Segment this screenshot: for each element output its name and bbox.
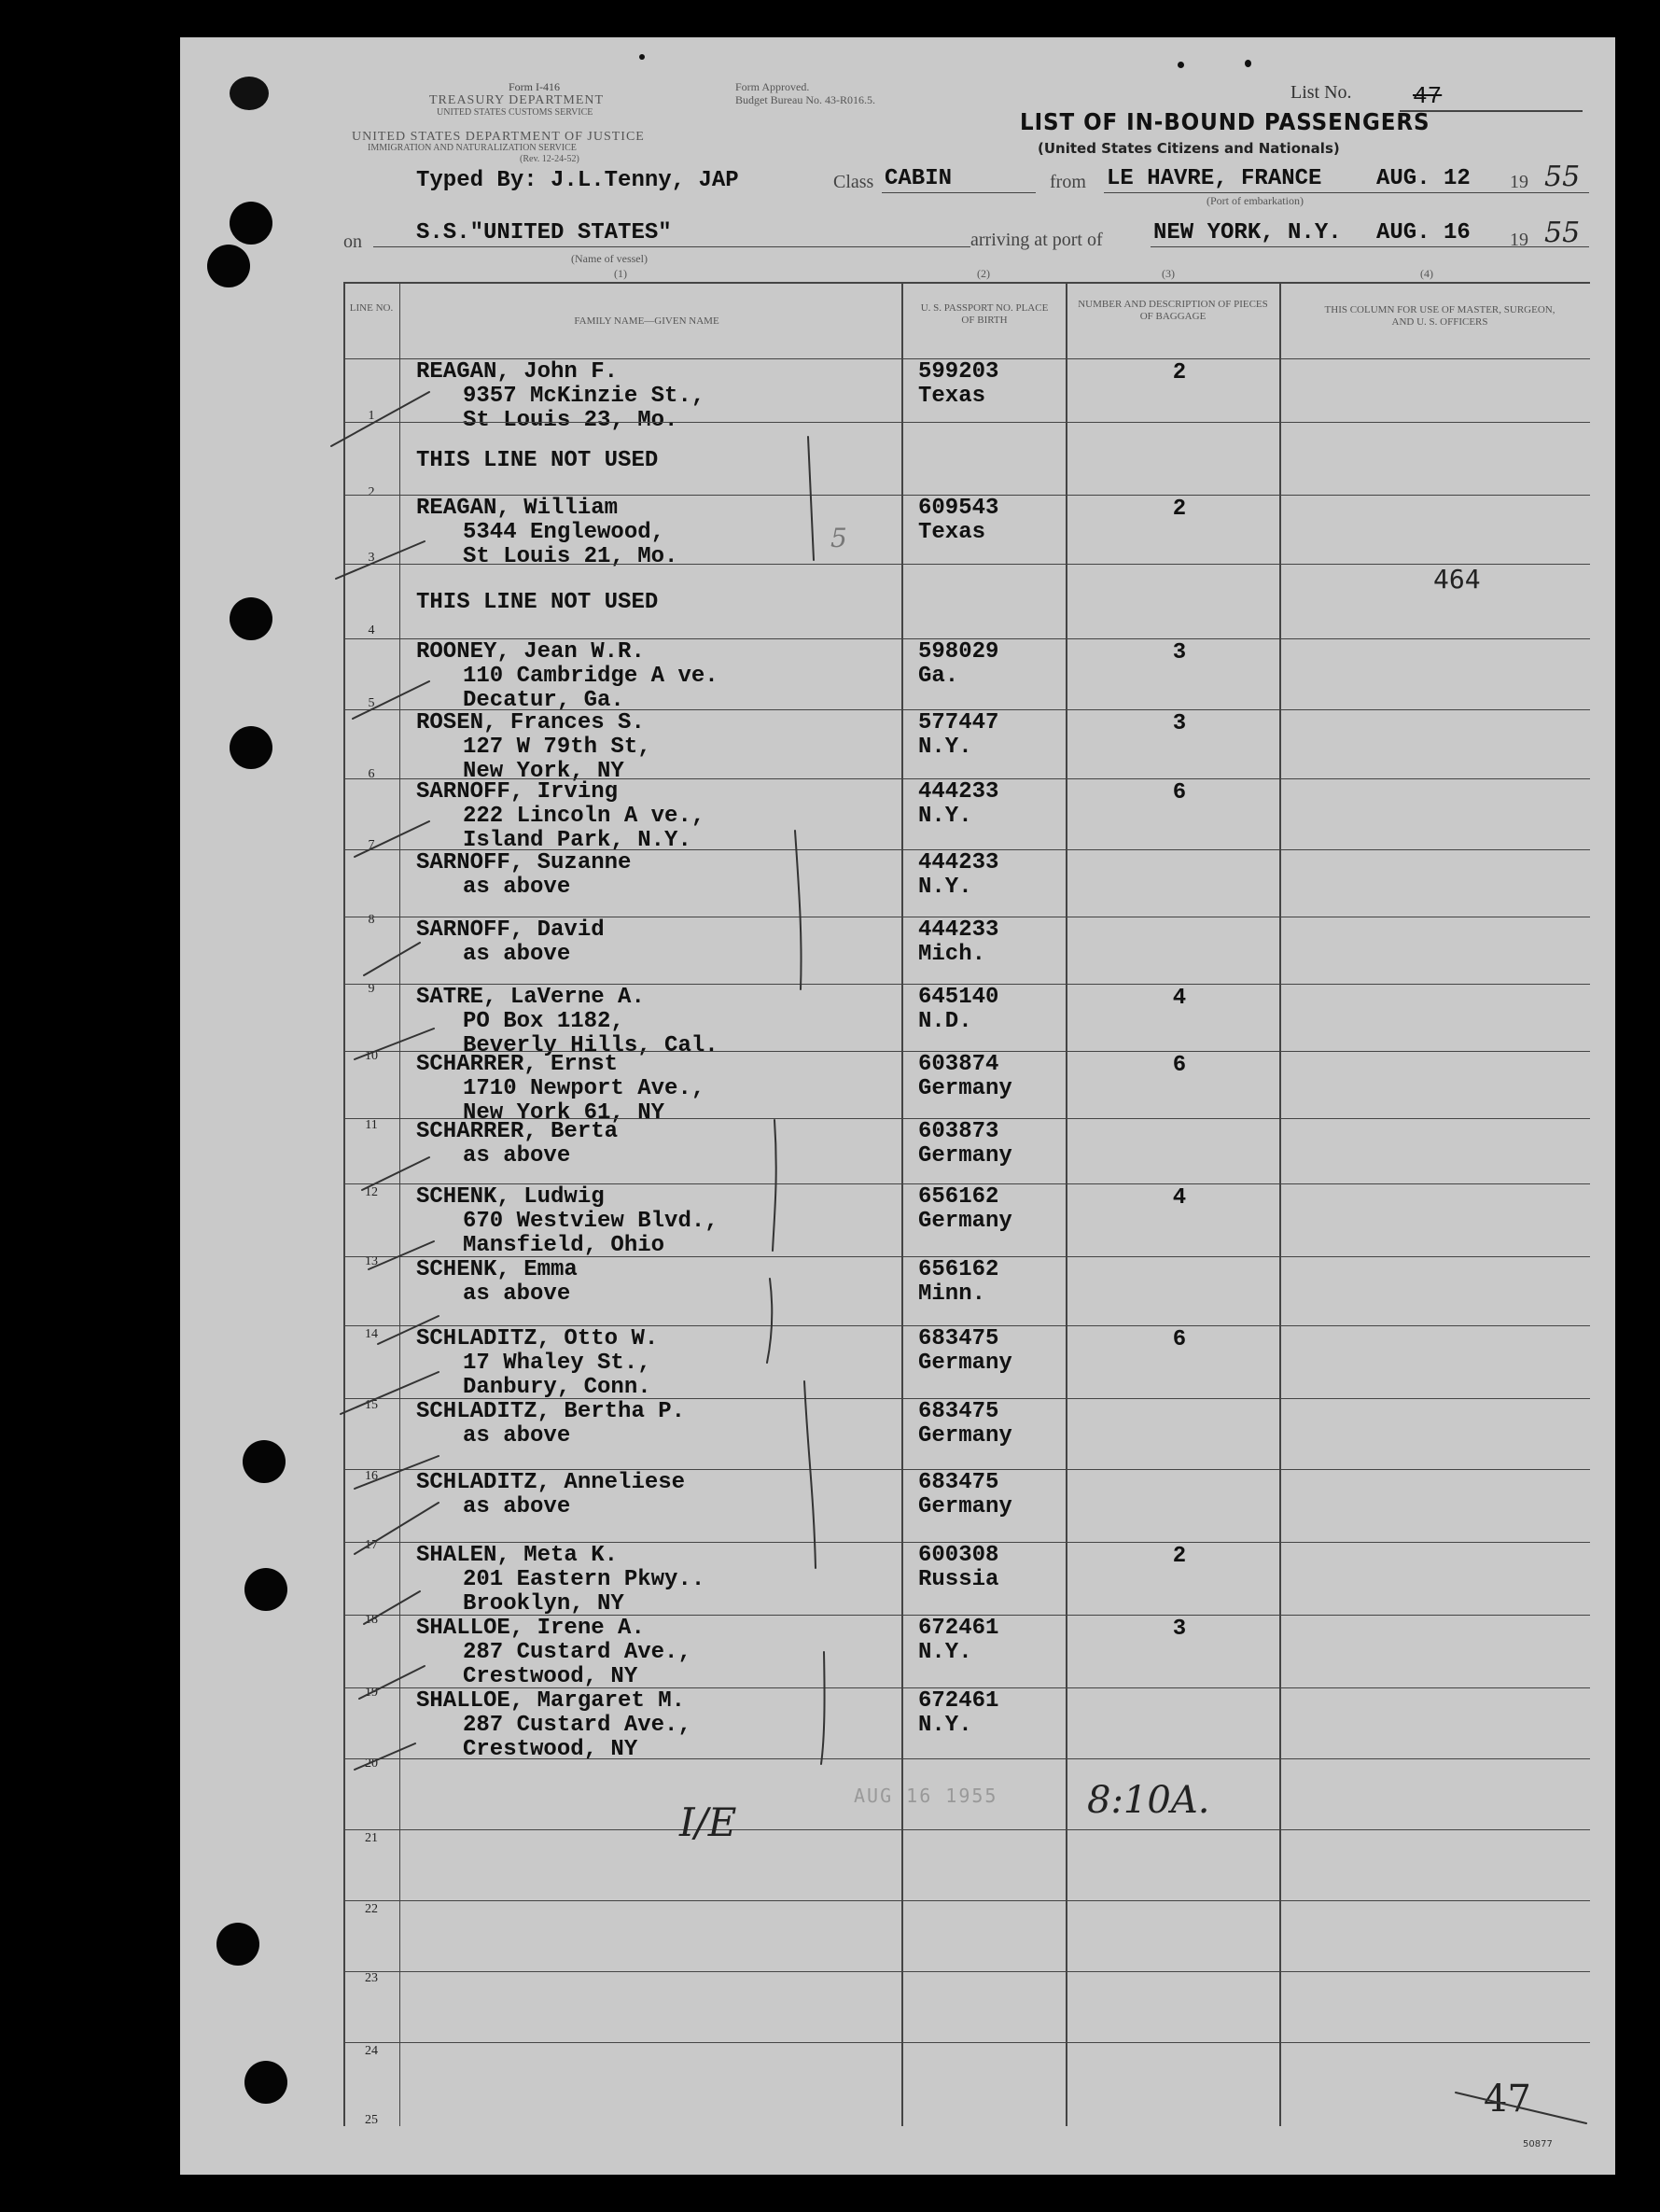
from-year: 55 xyxy=(1544,161,1581,193)
place-of-birth: N.Y. xyxy=(918,735,972,760)
passport-number: 444233 xyxy=(918,850,999,875)
baggage-count: 3 xyxy=(1172,640,1187,665)
place-of-birth: Minn. xyxy=(918,1281,986,1307)
arrival-year: 55 xyxy=(1544,217,1581,249)
passenger-address-line2: Crestwood, NY xyxy=(463,1664,638,1689)
passenger-address-line1: 1710 Newport Ave., xyxy=(463,1076,705,1101)
col-divider xyxy=(399,282,400,2126)
from-year-prefix: 19 xyxy=(1510,172,1528,192)
passport-number: 599203 xyxy=(918,359,999,385)
from-date: AUG. 12 xyxy=(1376,166,1471,191)
line-not-used: THIS LINE NOT USED xyxy=(416,448,659,473)
page-number: 47 xyxy=(1484,2078,1531,2121)
passenger-name: SCHLADITZ, Anneliese xyxy=(416,1470,686,1495)
line-number: 19 xyxy=(365,1686,378,1700)
line-number: 17 xyxy=(365,1538,378,1552)
ink-speck xyxy=(1245,60,1251,67)
line-number: 25 xyxy=(365,2113,378,2127)
col-header-passport: U. S. PASSPORT NO. PLACE OF BIRTH xyxy=(920,302,1049,326)
passenger-address-line1: as above xyxy=(463,942,571,967)
place-of-birth: Texas xyxy=(918,384,986,409)
passenger-address-line1: 222 Lincoln A ve., xyxy=(463,804,705,829)
passenger-name: SARNOFF, Irving xyxy=(416,779,619,805)
passport-number: 656162 xyxy=(918,1184,999,1210)
line-number: 4 xyxy=(368,623,375,637)
baggage-count: 4 xyxy=(1172,986,1187,1011)
passenger-name: ROONEY, Jean W.R. xyxy=(416,639,645,665)
baggage-count: 3 xyxy=(1172,1617,1187,1642)
col-header-name: FAMILY NAME—GIVEN NAME xyxy=(574,315,719,327)
col-divider xyxy=(1279,282,1281,2126)
passenger-name: SATRE, LaVerne A. xyxy=(416,985,645,1010)
place-of-birth: Germany xyxy=(918,1423,1012,1449)
line-number: 11 xyxy=(365,1118,378,1132)
line-number: 1 xyxy=(368,409,375,423)
line-number: 14 xyxy=(365,1327,378,1341)
line-number: 3 xyxy=(368,551,375,565)
class-label: Class xyxy=(833,172,874,192)
passenger-address-line1: as above xyxy=(463,875,571,900)
passenger-name: SCHENK, Emma xyxy=(416,1257,578,1282)
passport-number: 609543 xyxy=(918,496,999,521)
place-of-birth: Texas xyxy=(918,520,986,545)
passenger-address-line2: St Louis 23, Mo. xyxy=(463,408,678,433)
punch-hole xyxy=(216,1923,259,1966)
passenger-name: REAGAN, John F. xyxy=(416,359,619,385)
passport-number: 600308 xyxy=(918,1543,999,1568)
punch-hole xyxy=(207,245,250,287)
col4-number: (4) xyxy=(1420,267,1433,280)
place-of-birth: Germany xyxy=(918,1209,1012,1234)
customs-label: UNITED STATES CUSTOMS SERVICE xyxy=(437,107,593,118)
passenger-name: SCHLADITZ, Bertha P. xyxy=(416,1399,686,1424)
line-number: 6 xyxy=(368,767,375,781)
punch-hole xyxy=(244,2061,287,2104)
typed-by: Typed By: J.L.Tenny, JAP xyxy=(416,168,739,193)
row-divider xyxy=(343,1971,1590,1972)
line-number: 12 xyxy=(365,1185,378,1199)
passport-number: 672461 xyxy=(918,1688,999,1714)
budget-bureau: Budget Bureau No. 43-R016.5. xyxy=(735,93,875,106)
passenger-address-line1: 17 Whaley St., xyxy=(463,1351,651,1376)
passenger-name: SCHENK, Ludwig xyxy=(416,1184,605,1210)
passenger-address-line2: New York 61, NY xyxy=(463,1100,665,1126)
passport-number: 577447 xyxy=(918,710,999,735)
time-note: 8:10A. xyxy=(1087,1779,1210,1822)
passenger-address-line1: 670 Westview Blvd., xyxy=(463,1209,718,1234)
ink-speck xyxy=(639,54,645,60)
passport-number: 603874 xyxy=(918,1052,999,1077)
date-stamp: AUG 16 1955 xyxy=(854,1785,998,1807)
passenger-address-line1: 287 Custard Ave., xyxy=(463,1640,691,1665)
col-header-officers: THIS COLUMN FOR USE OF MASTER, SURGEON, AND U. S. OFFICERS xyxy=(1324,304,1555,328)
baggage-count: 2 xyxy=(1172,1544,1187,1569)
passenger-name: SCHLADITZ, Otto W. xyxy=(416,1326,659,1351)
justice-label: UNITED STATES DEPARTMENT OF JUSTICE xyxy=(352,130,645,144)
passenger-address-line2: St Louis 21, Mo. xyxy=(463,544,678,569)
punch-hole xyxy=(243,1440,286,1483)
passport-number: 683475 xyxy=(918,1399,999,1424)
line-number: 7 xyxy=(368,838,375,852)
baggage-count: 2 xyxy=(1172,497,1187,522)
passport-number: 603873 xyxy=(918,1119,999,1144)
line-number: 5 xyxy=(368,696,375,710)
passenger-address-line1: 110 Cambridge A ve. xyxy=(463,664,718,689)
vessel-underline xyxy=(373,246,970,247)
place-of-birth: Russia xyxy=(918,1567,999,1592)
from-label: from xyxy=(1050,172,1086,192)
passenger-address-line2: Crestwood, NY xyxy=(463,1737,638,1762)
passenger-address-line1: as above xyxy=(463,1494,571,1519)
row-divider xyxy=(343,1758,1590,1759)
passport-number: 444233 xyxy=(918,917,999,943)
port-embark-caption: (Port of embarkation) xyxy=(1207,194,1304,207)
punch-hole xyxy=(230,726,272,769)
place-of-birth: Mich. xyxy=(918,942,986,967)
passport-number: 598029 xyxy=(918,639,999,665)
col-header-baggage: NUMBER AND DESCRIPTION OF PIECES OF BAGGAGE xyxy=(1078,299,1268,322)
passport-number: 672461 xyxy=(918,1616,999,1641)
place-of-birth: N.Y. xyxy=(918,804,972,829)
punch-hole xyxy=(230,202,272,245)
place-of-birth: N.Y. xyxy=(918,1713,972,1738)
place-of-birth: N.Y. xyxy=(918,875,972,900)
passenger-address-line1: 201 Eastern Pkwy.. xyxy=(463,1567,705,1592)
line-number: 20 xyxy=(365,1757,378,1771)
place-of-birth: Ga. xyxy=(918,664,959,689)
line-number: 13 xyxy=(365,1254,378,1268)
form-approved: Form Approved. xyxy=(735,80,810,93)
passenger-address-line2: Beverly Hills, Cal. xyxy=(463,1033,718,1058)
place-of-birth: Germany xyxy=(918,1494,1012,1519)
row-divider xyxy=(343,1829,1590,1830)
line-number: 18 xyxy=(365,1613,378,1627)
baggage-count: 6 xyxy=(1172,1053,1187,1078)
place-of-birth: N.Y. xyxy=(918,1640,972,1665)
passenger-name: SCHARRER, Berta xyxy=(416,1119,619,1144)
col1-number: (1) xyxy=(614,267,627,280)
line-number: 15 xyxy=(365,1398,378,1412)
passenger-address-line1: as above xyxy=(463,1423,571,1449)
passenger-address-line1: 287 Custard Ave., xyxy=(463,1713,691,1738)
row-divider xyxy=(343,2042,1590,2043)
baggage-count: 4 xyxy=(1172,1185,1187,1211)
punch-hole xyxy=(244,1568,287,1611)
line-number: 9 xyxy=(368,982,375,996)
col2-number: (2) xyxy=(977,267,990,280)
form-code: 50877 xyxy=(1523,2139,1553,2149)
place-of-birth: N.D. xyxy=(918,1009,972,1034)
class-underline xyxy=(882,192,1036,193)
passenger-name: SHALEN, Meta K. xyxy=(416,1543,619,1568)
line-number: 24 xyxy=(365,2044,378,2058)
col-divider xyxy=(901,282,903,2126)
passport-number: 683475 xyxy=(918,1470,999,1495)
ink-blot xyxy=(230,77,269,110)
passport-number: 683475 xyxy=(918,1326,999,1351)
passenger-address-line1: 127 W 79th St, xyxy=(463,735,651,760)
place-of-birth: Germany xyxy=(918,1351,1012,1376)
passenger-address-line1: PO Box 1182, xyxy=(463,1009,624,1034)
col-divider xyxy=(1066,282,1067,2126)
passenger-address-line1: 9357 McKinzie St., xyxy=(463,384,705,409)
arrival-port: NEW YORK, N.Y. xyxy=(1153,220,1342,245)
line-number: 2 xyxy=(368,485,375,499)
baggage-count: 3 xyxy=(1172,711,1187,736)
passenger-address-line2: Decatur, Ga. xyxy=(463,688,624,713)
passenger-address-line1: as above xyxy=(463,1143,571,1169)
page-title: LIST OF IN-BOUND PASSENGERS xyxy=(1020,108,1430,135)
list-no-label: List No. xyxy=(1290,82,1352,103)
row-divider xyxy=(343,564,1590,565)
line-number: 21 xyxy=(365,1831,378,1845)
passenger-address-line2: Danbury, Conn. xyxy=(463,1375,651,1400)
treasury-label: TREASURY DEPARTMENT xyxy=(429,93,605,107)
officer-number: 464 xyxy=(1433,564,1481,595)
class-value: CABIN xyxy=(885,166,953,191)
vessel-name: S.S."UNITED STATES" xyxy=(416,220,672,245)
col3-number: (3) xyxy=(1162,267,1175,280)
col-header-line-no: LINE NO. xyxy=(349,302,394,314)
ink-speck xyxy=(1178,62,1184,68)
line-number: 16 xyxy=(365,1469,378,1483)
baggage-count: 6 xyxy=(1172,1327,1187,1352)
row-divider xyxy=(343,422,1590,423)
line-number: 22 xyxy=(365,1902,378,1916)
passenger-name: SHALLOE, Irene A. xyxy=(416,1616,645,1641)
passenger-address-line2: Mansfield, Ohio xyxy=(463,1233,665,1258)
on-label: on xyxy=(343,231,362,252)
baggage-count: 2 xyxy=(1172,360,1187,385)
arrival-underline xyxy=(1151,246,1589,247)
page-subtitle: (United States Citizens and Nationals) xyxy=(1038,140,1340,157)
arrival-year-prefix: 19 xyxy=(1510,230,1528,250)
list-no-value: 47 xyxy=(1413,82,1443,110)
table-top-border xyxy=(343,282,1590,284)
passenger-address-line2: New York, NY xyxy=(463,759,624,784)
passenger-address-line2: Island Park, N.Y. xyxy=(463,828,691,853)
form-id: Form I-416 xyxy=(509,80,560,93)
vessel-caption: (Name of vessel) xyxy=(571,252,648,265)
passenger-table xyxy=(343,282,1590,2126)
passenger-name: SARNOFF, Suzanne xyxy=(416,850,632,875)
line-number: 10 xyxy=(365,1049,378,1063)
passenger-address-line1: 5344 Englewood, xyxy=(463,520,665,545)
baggage-count: 6 xyxy=(1172,780,1187,805)
revision-label: (Rev. 12-24-52) xyxy=(520,154,579,164)
from-underline xyxy=(1104,192,1589,193)
place-of-birth: Germany xyxy=(918,1076,1012,1101)
punch-hole xyxy=(230,597,272,640)
from-port: LE HAVRE, FRANCE xyxy=(1107,166,1322,191)
immigration-label: IMMIGRATION AND NATURALIZATION SERVICE xyxy=(368,143,577,153)
passenger-name: SARNOFF, David xyxy=(416,917,605,943)
place-of-birth: Germany xyxy=(918,1143,1012,1169)
passport-number: 645140 xyxy=(918,985,999,1010)
margin-note: 5 xyxy=(830,523,847,553)
passport-number: 656162 xyxy=(918,1257,999,1282)
passenger-name: SHALLOE, Margaret M. xyxy=(416,1688,686,1714)
arrival-date: AUG. 16 xyxy=(1376,220,1471,245)
passenger-name: SCHARRER, Ernst xyxy=(416,1052,619,1077)
row-divider xyxy=(343,1900,1590,1901)
line-not-used: THIS LINE NOT USED xyxy=(416,590,659,615)
passport-number: 444233 xyxy=(918,779,999,805)
line-number: 8 xyxy=(368,913,375,927)
line-number: 23 xyxy=(365,1971,378,1985)
passenger-name: REAGAN, William xyxy=(416,496,619,521)
arriving-label: arriving at port of xyxy=(970,230,1103,250)
passenger-address-line2: Brooklyn, NY xyxy=(463,1591,624,1617)
passenger-name: ROSEN, Frances S. xyxy=(416,710,645,735)
signature-initials: I/E xyxy=(679,1799,737,1845)
passenger-address-line1: as above xyxy=(463,1281,571,1307)
